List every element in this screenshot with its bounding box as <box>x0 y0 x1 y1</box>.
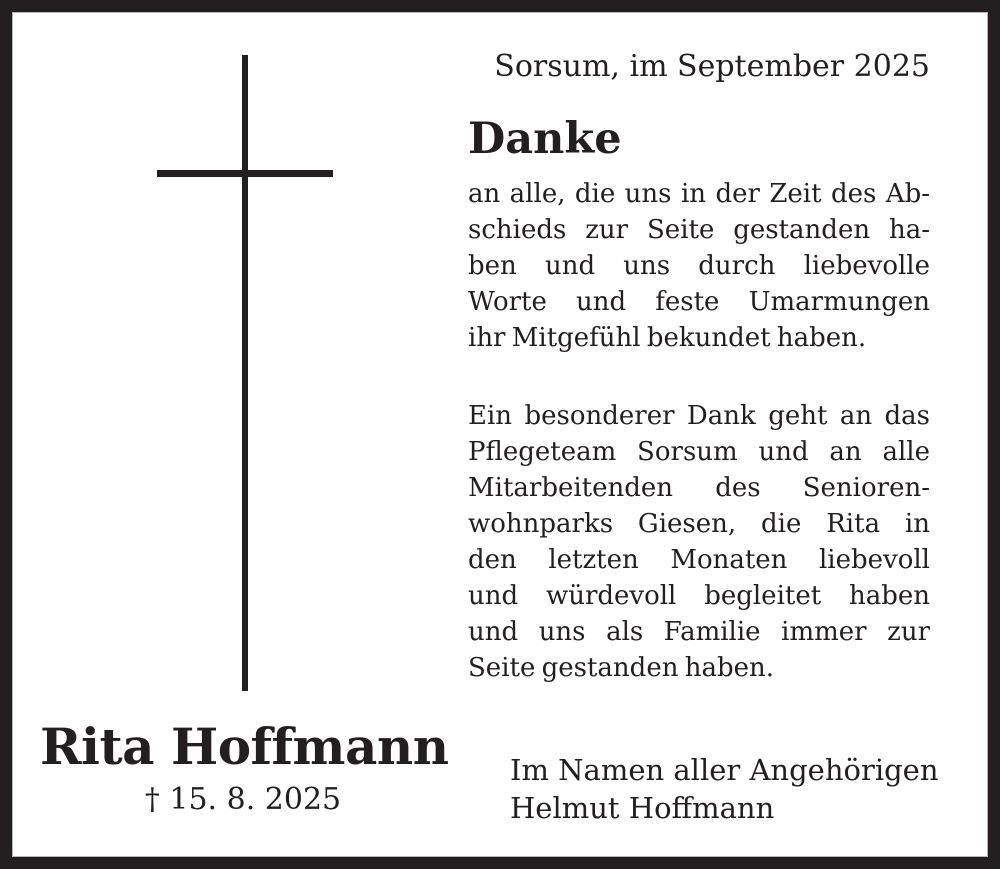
death-date: † 15. 8. 2025 <box>144 782 342 817</box>
thanks-paragraph-1: an alle, die uns in der Zeit des Ab- schieds zur Seite gestanden ha- ben und uns durch liebevolle Worte und feste Umarmungen ihr Mitgefühl bekundet haben. <box>468 179 930 353</box>
text-column <box>468 0 939 869</box>
cross-vertical-bar <box>242 55 248 691</box>
cross-horizontal-bar <box>157 170 333 177</box>
deceased-name: Rita Hoffmann <box>40 717 449 776</box>
thanks-paragraph-2: Ein besonderer Dank geht an das Pflegeteam Sorsum und an alle Mitarbeitenden des Senioren- wohnparks Giesen, die Rita in den letzten Monaten liebevoll und würdevoll begleitet haben und uns als Familie immer zur Seite gestanden haben. <box>468 401 930 683</box>
closing-signature: Im Namen aller Angehörigen Helmut Hoffmann <box>510 753 939 825</box>
deceased-block <box>40 717 449 817</box>
place-dateline: Sorsum, im September 2025 <box>494 49 930 84</box>
thanks-heading: Danke <box>468 114 622 164</box>
